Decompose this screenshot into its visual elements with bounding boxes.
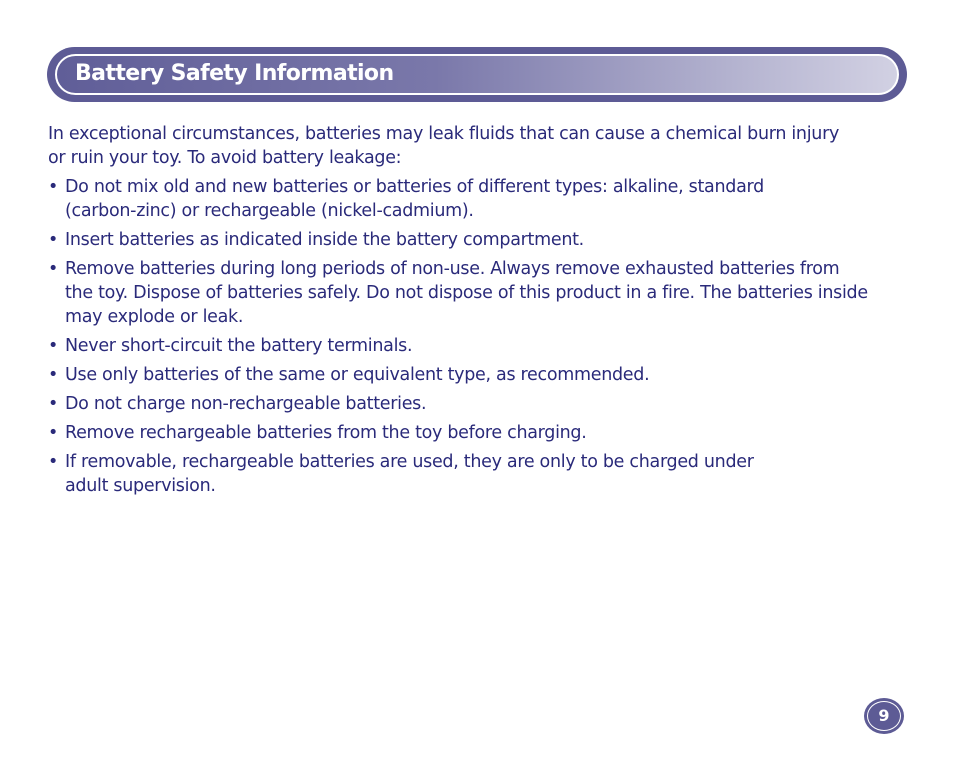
- page-number: 9: [867, 701, 901, 731]
- bullet-line: If removable, rechargeable batteries are used, they are only to be charged under: [65, 452, 754, 472]
- list-item: [48, 257, 908, 329]
- bullet-line: Use only batteries of the same or equivalent type, as recommended.: [65, 365, 650, 385]
- bullet-dot-icon: •: [48, 452, 59, 472]
- intro-line: In exceptional circumstances, batteries may leak fluids that can cause a chemical burn injury: [48, 124, 840, 144]
- safety-bullet-list: [48, 175, 908, 498]
- list-item: [48, 228, 908, 252]
- list-item: [48, 450, 908, 498]
- bullet-dot-icon: •: [48, 336, 59, 356]
- content-body: [48, 122, 908, 503]
- bullet-dot-icon: •: [48, 365, 59, 385]
- bullet-line: adult supervision.: [65, 476, 216, 496]
- list-item: [48, 363, 908, 387]
- section-header-inner: [55, 54, 899, 95]
- bullet-line: Do not charge non-rechargeable batteries.: [65, 394, 427, 414]
- bullet-line: may explode or leak.: [65, 307, 244, 327]
- page-number-badge: [864, 698, 904, 734]
- bullet-line: Do not mix old and new batteries or batteries of different types: alkaline, standard: [65, 177, 764, 197]
- list-item: [48, 421, 908, 445]
- bullet-line: Remove rechargeable batteries from the toy before charging.: [65, 423, 587, 443]
- bullet-dot-icon: •: [48, 177, 59, 197]
- bullet-dot-icon: •: [48, 230, 59, 250]
- intro-paragraph: [48, 122, 908, 170]
- bullet-line: Remove batteries during long periods of non-use. Always remove exhausted batteries from: [65, 259, 840, 279]
- bullet-line: the toy. Dispose of batteries safely. Do not dispose of this product in a fire. The batteries inside: [65, 283, 868, 303]
- list-item: [48, 334, 908, 358]
- bullet-dot-icon: •: [48, 423, 59, 443]
- list-item: [48, 392, 908, 416]
- bullet-dot-icon: •: [48, 394, 59, 414]
- intro-line: or ruin your toy. To avoid battery leakage:: [48, 148, 402, 168]
- bullet-dot-icon: •: [48, 259, 59, 279]
- bullet-line: Never short-circuit the battery terminals.: [65, 336, 413, 356]
- section-title: Battery Safety Information: [75, 61, 394, 86]
- list-item: [48, 175, 908, 223]
- bullet-line: (carbon-zinc) or rechargeable (nickel-cadmium).: [65, 201, 474, 221]
- section-header-banner: [47, 47, 907, 102]
- bullet-line: Insert batteries as indicated inside the battery compartment.: [65, 230, 584, 250]
